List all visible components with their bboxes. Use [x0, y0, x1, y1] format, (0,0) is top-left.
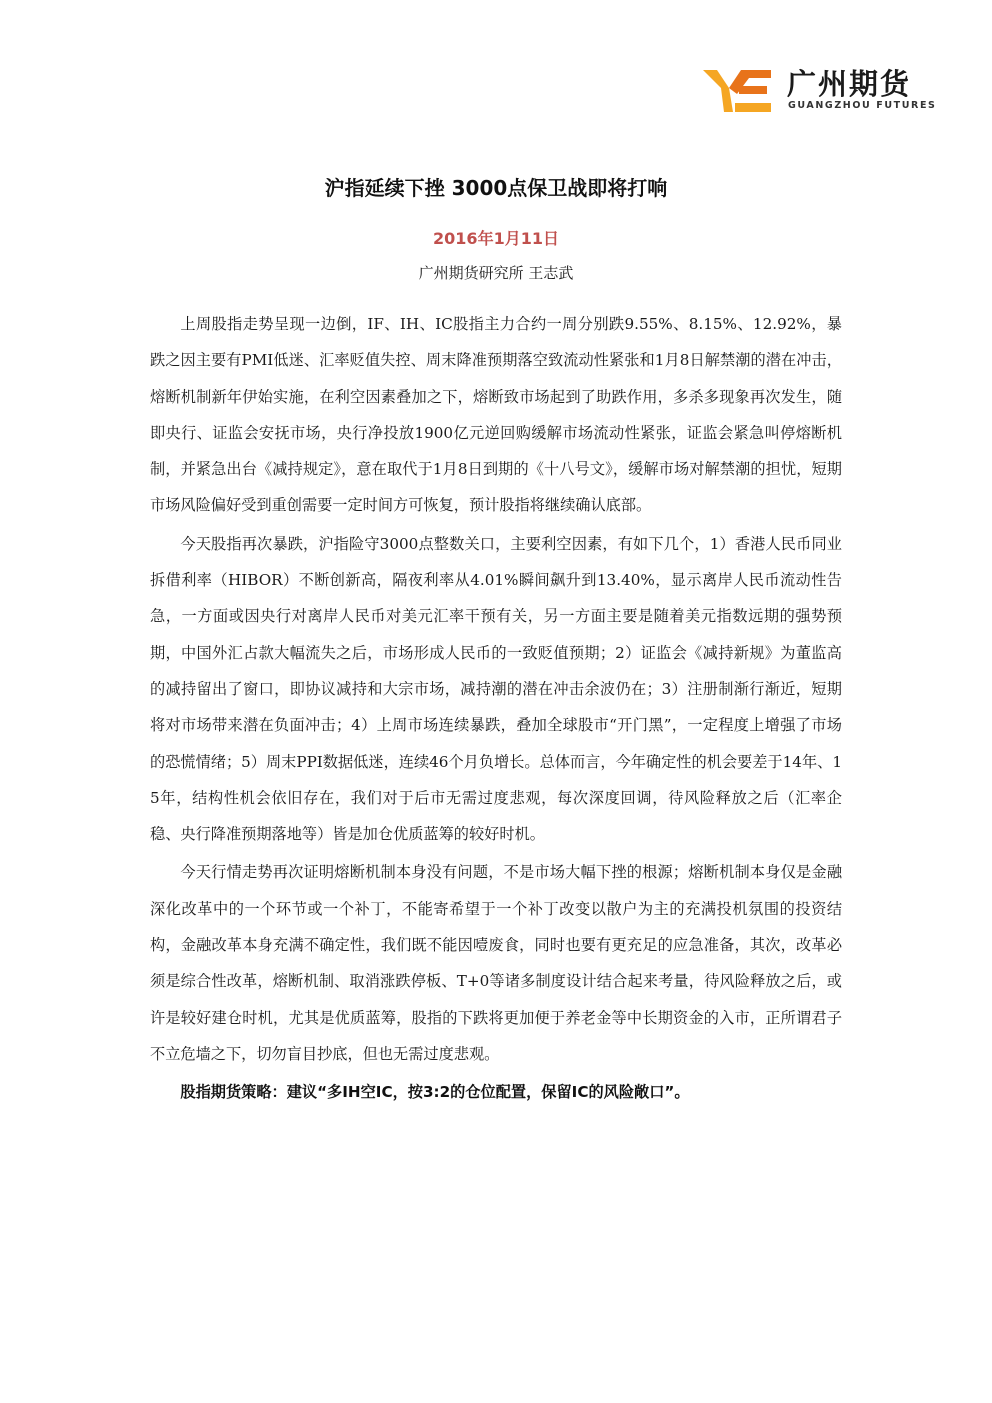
- document-author: 广州期货研究所 王志武: [418, 264, 574, 282]
- brand-name-cn: 广州期货: [787, 67, 912, 101]
- paragraph-2: 今天股指再次暴跌，沪指险守3000点整数关口，主要利空因素，有如下几个，1）香港人民币同业拆借利率（HIBOR）不断创新高，隔夜利率从4.01%瞬间飙升到13.40%，显示离岸人民币流动性告急，一方面或因央行对离岸人民币对美元汇率干预有关，另一方面主要是随着美元指数远期的强势预期，中国外汇占款大幅流失之后，市场形成人民币的一致贬值预期；2）证监会《减持新规》为董监高的减持留出了窗口，即协议减持和大宗市场，减持潮的潜在冲击余波仍在；3）注册制渐行渐近，短期将对市场带来潜在负面冲击；4）上周市场连续暴跌，叠加全球股市“开门黑”，一定程度上增强了市场的恐慌情绪；5）周末PPI数据低迷，连续46个月负增长。总体而言，今年确定性的机会要差于14年、15年，结构性机会依旧存在，我们对于后市无需过度悲观，每次深度回调，待风险释放之后（汇率企稳、央行降准预期落地等）皆是加仓优质蓝筹的较好时机。: [150, 534, 842, 844]
- guangzhou-futures-logo-icon: [703, 66, 773, 114]
- paragraph-3: 今天行情走势再次证明熔断机制本身没有问题，不是市场大幅下挫的根源；熔断机制本身仅是金融深化改革中的一个环节或一个补丁，不能寄希望于一个补丁改变以散户为主的充满投机氛围的投资结构，金融改革本身充满不确定性，我们既不能因噎废食，同时也要有更充足的应急准备，其次，改革必须是综合性改革，熔断机制、取消涨跌停板、T+0等诸多制度设计结合起来考量，待风险释放之后，或许是较好建仓时机，尤其是优质蓝筹，股指的下跌将更加便于养老金等中长期资金的入市，正所谓君子不立危墙之下，切勿盲目抄底，但也无需过度悲观。: [150, 863, 842, 1063]
- document-date: 2016年1月11日: [433, 229, 559, 248]
- strategy-recommendation: 股指期货策略：建议“多IH空IC，按3:2的仓位配置，保留IC的风险敞口”。: [180, 1083, 690, 1102]
- document-title: 沪指延续下挫 3000点保卫战即将打响: [324, 176, 668, 200]
- brand-logo: [703, 66, 937, 116]
- brand-name-en: GUANGZHOU FUTURES: [788, 100, 937, 111]
- paragraph-1: 上周股指走势呈现一边倒，IF、IH、IC股指主力合约一周分别跌9.55%、8.15%、12.92%，暴跌之因主要有PMI低迷、汇率贬值失控、周末降准预期落空致流动性紧张和1月8日解禁潮的潜在冲击，熔断机制新年伊始实施，在利空因素叠加之下，熔断致市场起到了助跌作用，多杀多现象再次发生，随即央行、证监会安抚市场，央行净投放1900亿元逆回购缓解市场流动性紧张，证监会紧急叫停熔断机制，并紧急出台《减持规定》，意在取代于1月8日到期的《十八号文》，缓解市场对解禁潮的担忧，短期市场风险偏好受到重创需要一定时间方可恢复，预计股指将继续确认底部。: [150, 315, 842, 515]
- article-body: [150, 306, 842, 1111]
